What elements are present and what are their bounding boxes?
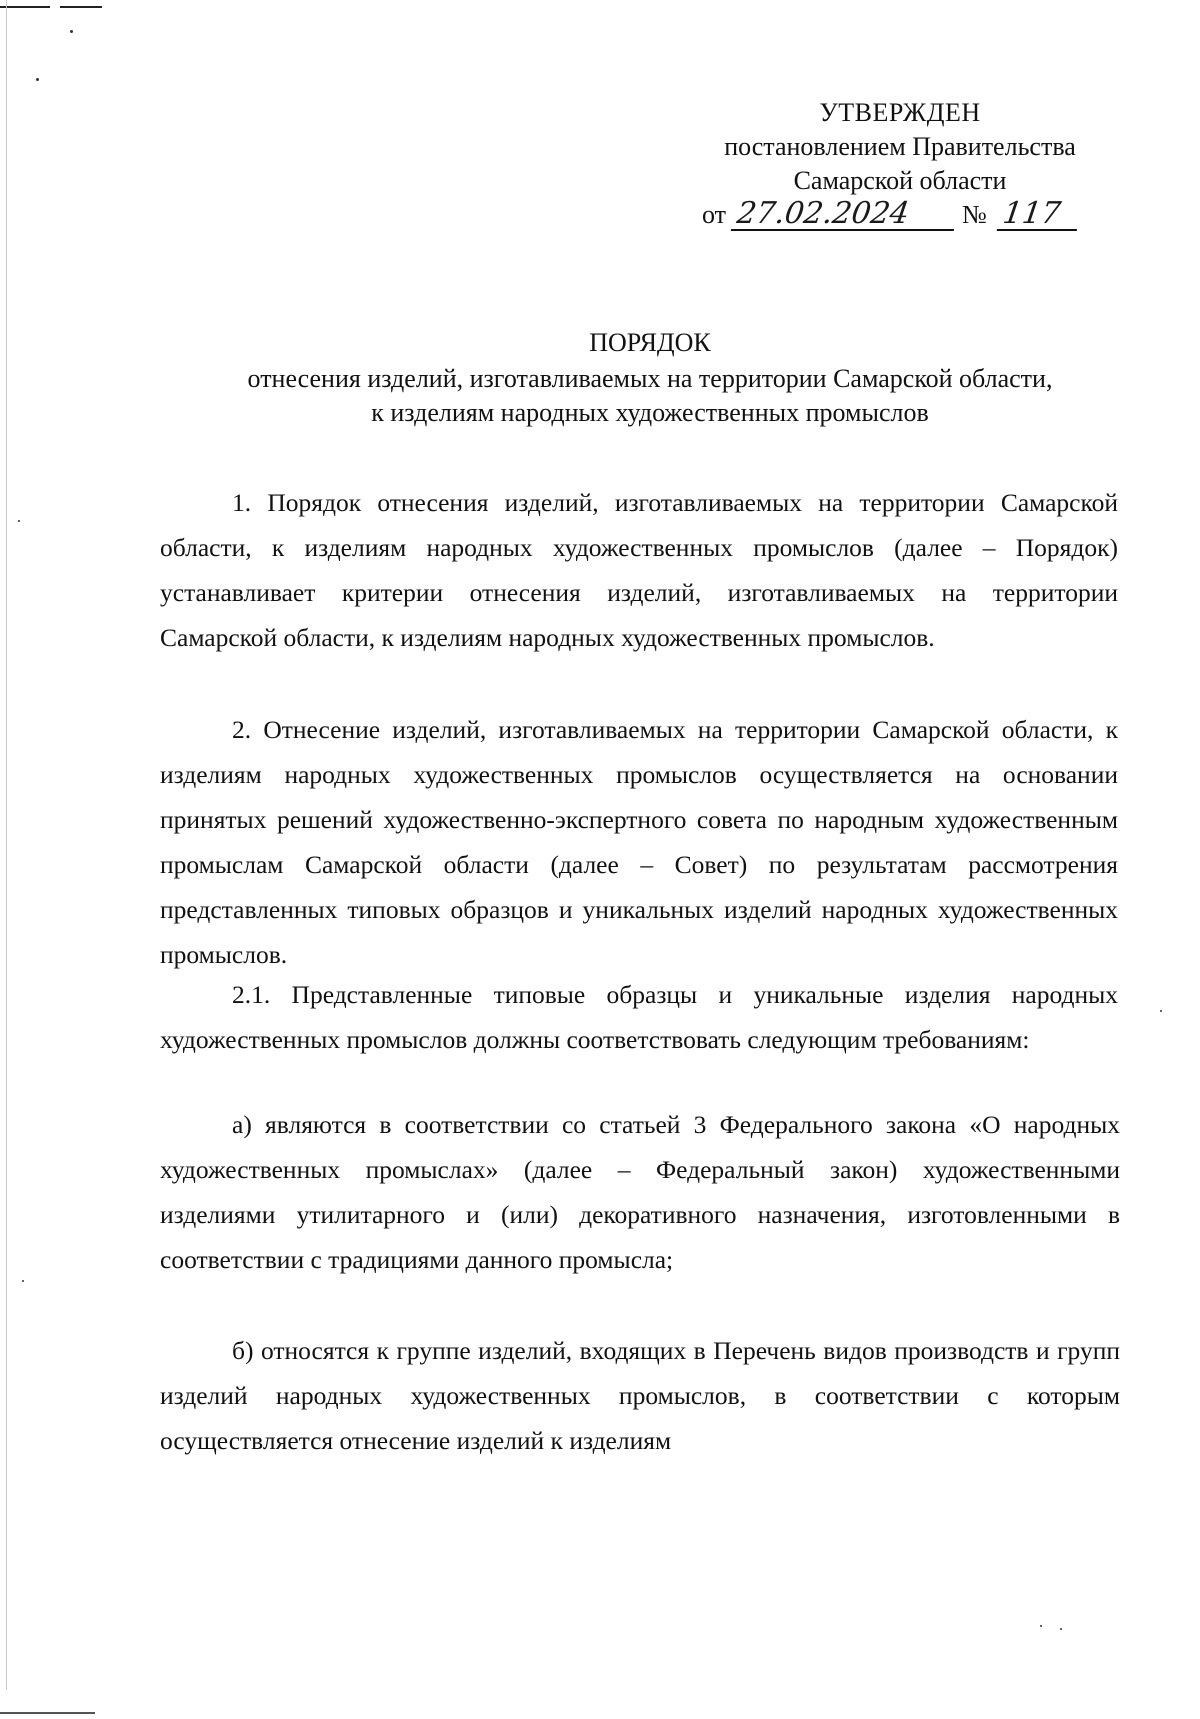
handwritten-number: 117 [997,199,1081,231]
approval-title: УТВЕРЖДЕН [819,98,981,127]
date-prefix: от [702,200,727,229]
paragraph-2: 2. Отнесение изделий, изготавливаемых на территории Самарской области, к изделиям народных художественных промыслов осуществляется на основании принятых решений художественно-экспертного совета по народным художественным промыслам Самарской области (далее – Совет) по результатам рассмотрения представленных типовых образцов и уникальных изделий народных художественных промыслов. [160,715,1118,969]
paragraph-2-1: 2.1. Представленные типовые образцы и уникальные изделия народных художественных промыслов должны соответствовать следующим требованиям: [160,980,1118,1054]
scan-speck [22,1280,24,1282]
heading-subtitle-line1: отнесения изделий, изготавливаемых на территории Самарской области, [247,364,1053,393]
scan-edge-line [6,0,7,1690]
heading-title: ПОРЯДОК [589,328,711,357]
approval-date-line [700,198,1100,232]
scan-edge-mark [60,6,102,8]
scan-speck [1040,1625,1042,1627]
scan-edge-mark [0,1712,95,1714]
scan-edge-mark [0,6,50,8]
scan-speck [36,78,39,81]
approval-block [700,96,1100,232]
document-heading [170,326,1130,430]
scan-speck [1160,1010,1162,1012]
paragraph-1: 1. Порядок отнесения изделий, изготавливаемых на территории Самарской области, к изделиям народных художественных промыслов (далее – Порядок) устанавливает критерии отнесения изделий, изготавливаемых на территории Самарской области, к изделиям народных художественных промыслов. [160,488,1118,652]
number-sign: № [962,200,987,229]
scan-speck [18,520,20,522]
scan-speck [70,30,73,33]
approval-line-region: Самарской области [793,166,1007,195]
heading-subtitle-line2: к изделиям народных художественных промыслов [371,398,929,427]
paragraph-a: а) являются в соответствии со статьей 3 Федерального закона «О народных художественных промыслах» (далее – Федеральный закон) художественными изделиями утилитарного и (или) декоративного назначения, изготовленными в соответствии с традициями данного промысла; [160,1110,1120,1274]
approval-line-government: постановлением Правительства [724,132,1076,161]
paragraph-b: б) относятся к группе изделий, входящих в Перечень видов производств и групп изделий народных художественных промыслов, в соответствии с которым осуществляется отнесение изделий к изделиям [160,1336,1120,1455]
scan-speck [1060,1628,1062,1630]
handwritten-date: 27.02.2024 [730,199,957,231]
